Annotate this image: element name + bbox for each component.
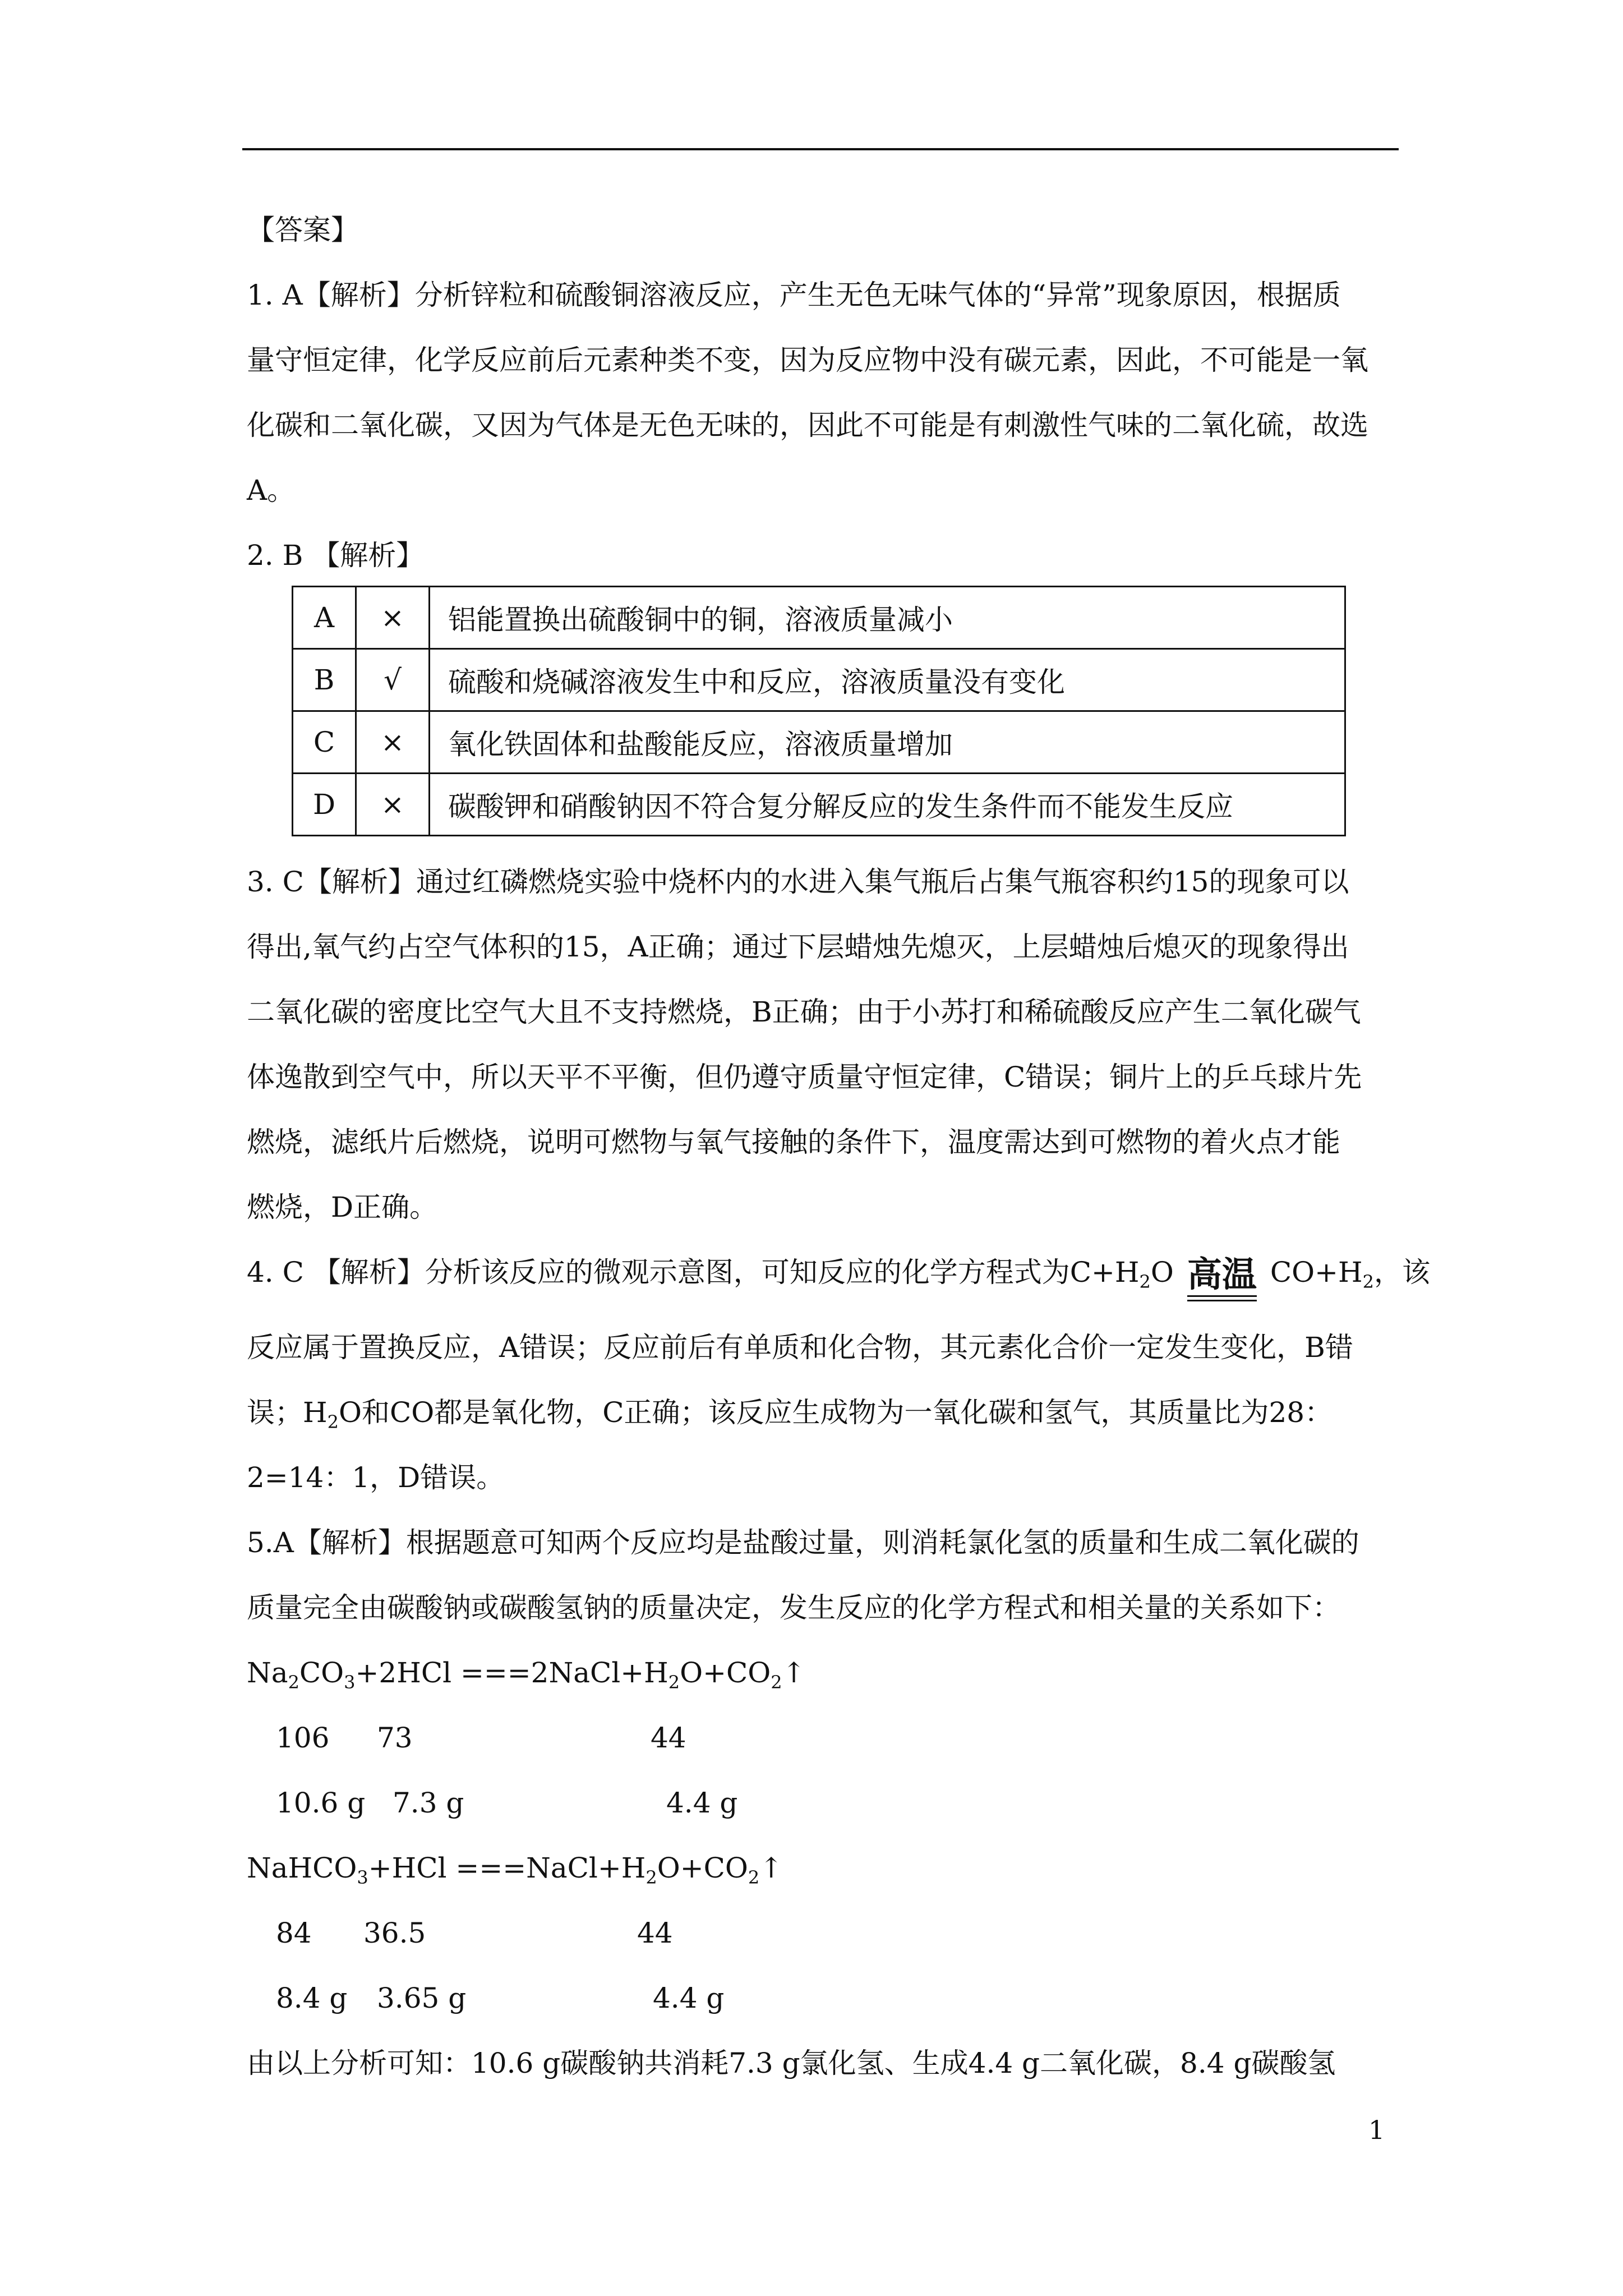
q4-line-3 xyxy=(247,1396,1333,1433)
option-cell: D xyxy=(293,774,356,836)
eq2-mass-1: 8.4 g xyxy=(276,1982,348,2014)
q3-line-5: 燃烧，滤纸片后燃烧，说明可燃物与氧气接触的条件下，温度需达到可燃物的着火点才能 xyxy=(247,1126,1340,1158)
equation-2 xyxy=(247,1851,783,1888)
eq1-ratio-3: 44 xyxy=(651,1722,686,1754)
q3-line-6: 燃烧，D正确。 xyxy=(247,1191,438,1223)
q1-line-2: 量守恒定律，化学反应前后元素种类不变，因为反应物中没有碳元素，因此，不可能是一氧 xyxy=(247,344,1368,376)
judgement-cell: × xyxy=(356,711,430,774)
subscript: 3 xyxy=(344,1672,356,1693)
subscript: 2 xyxy=(1139,1271,1151,1292)
q2-analysis-table xyxy=(292,586,1346,836)
eq2-mass-3: 4.4 g xyxy=(653,1982,725,2014)
q5-conclusion: 由以上分析可知：10.6 g碳酸钠共消耗7.3 g氯化氢、生成4.4 g二氧化碳，8.4 g碳酸氢 xyxy=(247,2047,1336,2079)
subscript: 2 xyxy=(668,1672,680,1693)
equation-1 xyxy=(247,1656,806,1693)
eq-text: +2HCl ===2NaCl+H xyxy=(355,1657,668,1689)
explanation-cell: 硫酸和烧碱溶液发生中和反应，溶液质量没有变化 xyxy=(430,649,1345,711)
subscript: 2 xyxy=(327,1411,339,1433)
q5-line-1: 5.A【解析】根据题意可知两个反应均是盐酸过量，则消耗氯化氢的质量和生成二氧化碳的 xyxy=(247,1526,1359,1559)
table-row xyxy=(293,649,1345,711)
judgement-cell: × xyxy=(356,587,430,649)
eq2-ratio-3: 44 xyxy=(637,1917,673,1949)
q3-line-1: 3. C【解析】通过红磷燃烧实验中烧杯内的水进入集气瓶后占集气瓶容积约15的现象可以 xyxy=(247,866,1349,898)
judgement-cell: × xyxy=(356,774,430,836)
q1-line-3: 化碳和二氧化碳，又因为气体是无色无味的，因此不可能是有刺激性气味的二氧化硫，故选 xyxy=(247,409,1368,441)
eq-text: NaHCO xyxy=(247,1852,357,1884)
q1-line-1: 1. A【解析】分析锌粒和硫酸铜溶液反应，产生无色无味气体的“异常”现象原因，根据质 xyxy=(247,279,1341,311)
q4-line-2: 反应属于置换反应，A错误；反应前后有单质和化合物，其元素化合价一定发生变化，B错 xyxy=(247,1331,1353,1364)
table-row xyxy=(293,711,1345,774)
q1-line-4: A。 xyxy=(247,474,296,507)
gas-arrow: ↑ xyxy=(759,1852,783,1884)
subscript: 3 xyxy=(357,1867,368,1888)
reaction-condition: 高温 xyxy=(1187,1254,1257,1295)
q3-line-2: 得出,氧气约占空气体积的15，A正确；通过下层蜡烛先熄灭，上层蜡烛后熄灭的现象得出 xyxy=(247,931,1349,963)
subscript: 2 xyxy=(645,1867,657,1888)
eq1-ratio-1: 106 xyxy=(276,1722,330,1754)
q5-line-2: 质量完全由碳酸钠或碳酸氢钠的质量决定，发生反应的化学方程式和相关量的关系如下： xyxy=(247,1591,1340,1624)
eq2-ratio-2: 36.5 xyxy=(363,1917,426,1949)
judgement-cell: √ xyxy=(356,649,430,711)
option-cell: B xyxy=(293,649,356,711)
eq-text: O+CO xyxy=(680,1657,771,1689)
gas-arrow: ↑ xyxy=(782,1657,806,1689)
eq2-ratio-1: 84 xyxy=(276,1917,312,1949)
eq1-ratio-2: 73 xyxy=(377,1722,413,1754)
q3-line-4: 体逸散到空气中，所以天平不平衡，但仍遵守质量守恒定律，C错误；铜片上的乒乓球片先 xyxy=(247,1061,1362,1093)
q3-line-3: 二氧化碳的密度比空气大且不支持燃烧，B正确；由于小苏打和稀硫酸反应产生二氧化碳气 xyxy=(247,996,1361,1028)
q4-text-b: O xyxy=(1150,1256,1174,1289)
subscript: 2 xyxy=(288,1672,299,1693)
eq1-mass-2: 7.3 g xyxy=(393,1787,464,1819)
q4-text-f: O和CO都是氧化物，C正确；该反应生成物为一氧化碳和氢气，其质量比为28： xyxy=(338,1396,1333,1429)
eq1-mass-3: 4.4 g xyxy=(666,1787,738,1819)
explanation-cell: 铝能置换出硫酸铜中的铜，溶液质量减小 xyxy=(430,587,1345,649)
eq-text: CO xyxy=(299,1657,344,1689)
answer-title: 【答案】 xyxy=(247,214,359,246)
q4-text-a: 4. C 【解析】分析该反应的微观示意图，可知反应的化学方程式为C+H xyxy=(247,1256,1140,1289)
q4-line-1 xyxy=(247,1254,1430,1295)
subscript: 2 xyxy=(1362,1271,1374,1292)
eq2-mass-2: 3.65 g xyxy=(377,1982,467,2014)
page-number: 1 xyxy=(1368,2115,1385,2145)
table-row xyxy=(293,587,1345,649)
eq-text: O+CO xyxy=(657,1852,748,1884)
explanation-cell: 碳酸钾和硝酸钠因不符合复分解反应的发生条件而不能发生反应 xyxy=(430,774,1345,836)
q4-text-d: ，该 xyxy=(1374,1256,1430,1289)
q4-text-e: 误；H xyxy=(247,1396,328,1429)
eq-text: Na xyxy=(247,1657,288,1689)
q2-title: 2. B 【解析】 xyxy=(247,539,425,572)
eq1-mass-1: 10.6 g xyxy=(276,1787,366,1819)
subscript: 2 xyxy=(748,1867,760,1888)
q4-text-c: CO+H xyxy=(1270,1256,1363,1289)
subscript: 2 xyxy=(771,1672,782,1693)
eq-text: +HCl ===NaCl+H xyxy=(368,1852,646,1884)
q4-line-4: 2=14：1，D错误。 xyxy=(247,1461,505,1494)
explanation-cell: 氧化铁固体和盐酸能反应，溶液质量增加 xyxy=(430,711,1345,774)
option-cell: A xyxy=(293,587,356,649)
header-rule xyxy=(242,148,1399,150)
option-cell: C xyxy=(293,711,356,774)
table-row xyxy=(293,774,1345,836)
